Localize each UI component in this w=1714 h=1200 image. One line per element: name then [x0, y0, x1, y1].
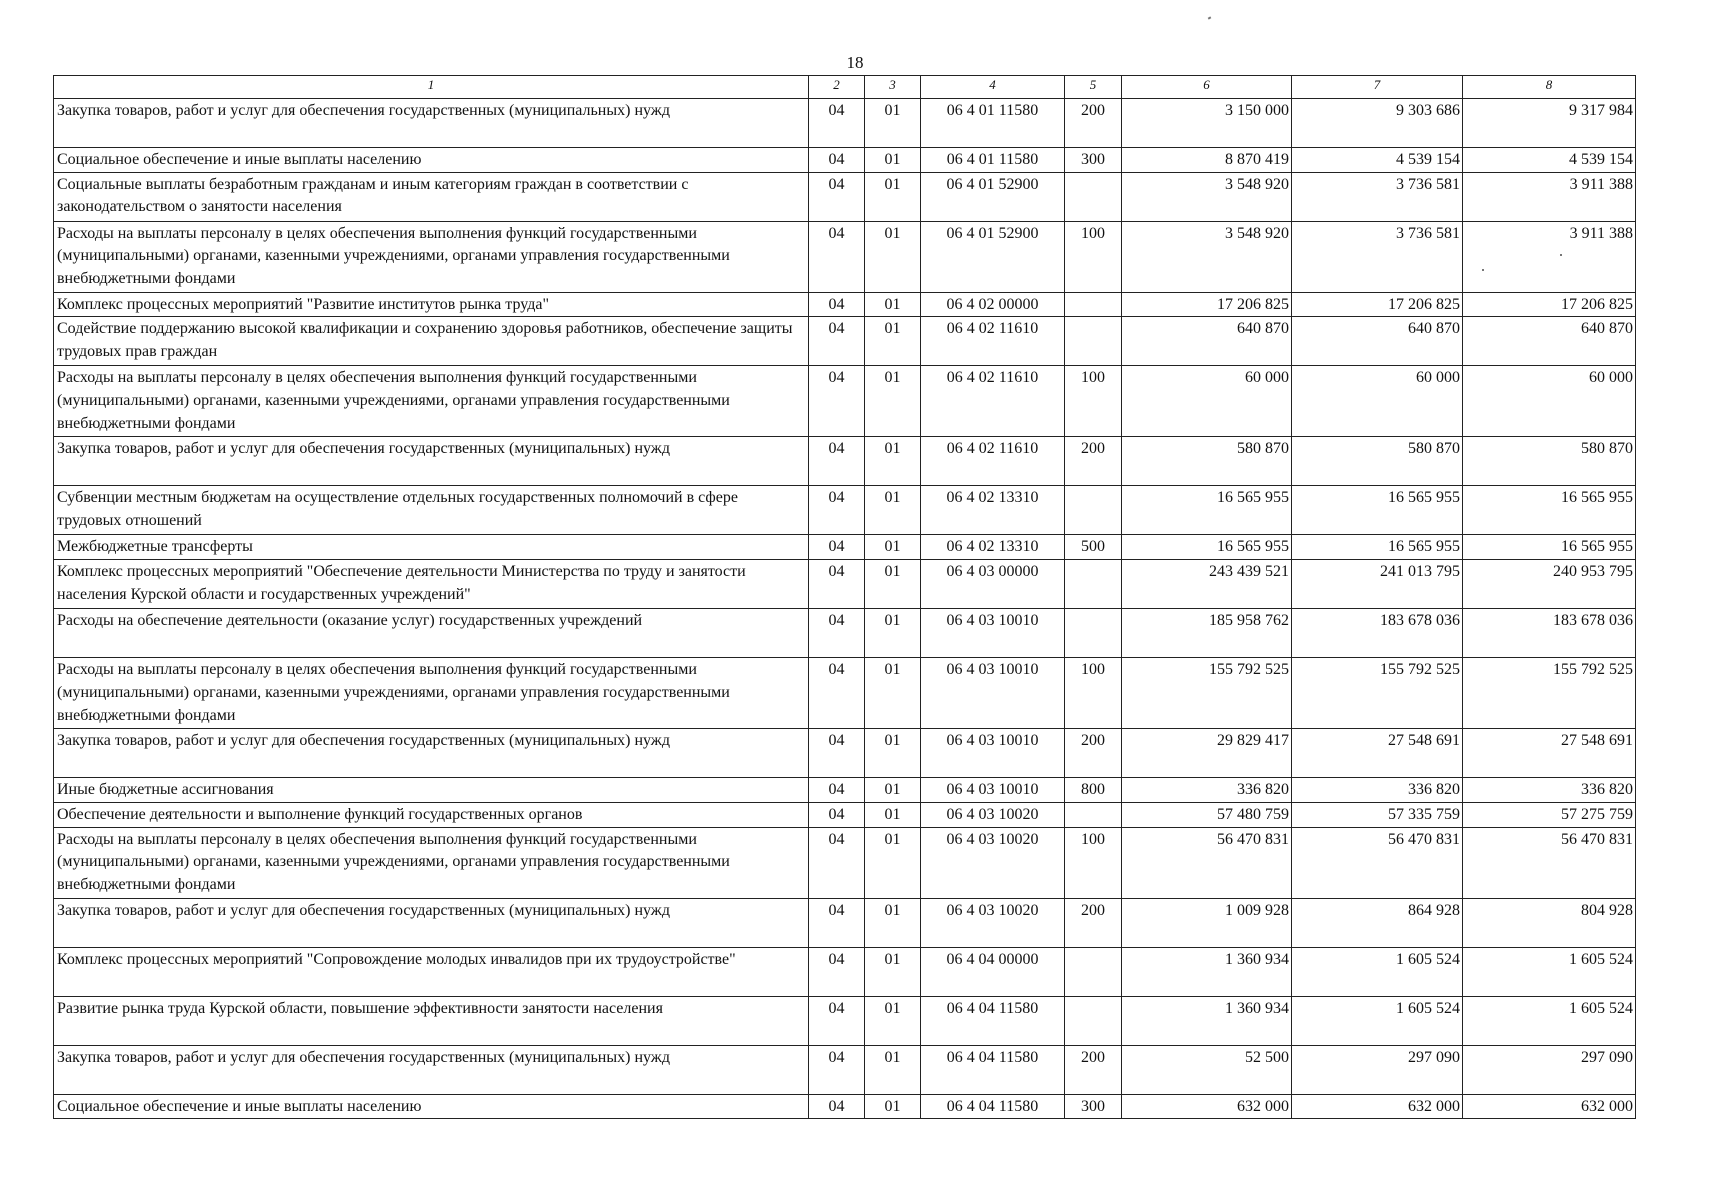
table-row — [54, 827, 1636, 898]
section-code-cell: 04 — [809, 172, 865, 221]
amount-col6-cell: 17 206 825 — [1122, 292, 1292, 317]
section-code-cell: 04 — [809, 802, 865, 827]
table-body — [54, 99, 1636, 1119]
expense-type-cell: 200 — [1065, 437, 1122, 486]
amount-col7-cell: 16 565 955 — [1292, 535, 1463, 560]
table-row — [54, 1045, 1636, 1094]
expense-name-cell: Расходы на обеспечение деятельности (оказание услуг) государственных учреждений — [54, 609, 809, 658]
section-code-cell: 04 — [809, 317, 865, 366]
expense-type-cell — [1065, 609, 1122, 658]
expense-name-cell: Обеспечение деятельности и выполнение функций государственных органов — [54, 802, 809, 827]
section-code-cell: 04 — [809, 486, 865, 535]
amount-col8-cell: 183 678 036 — [1463, 609, 1636, 658]
expense-name-cell: Закупка товаров, работ и услуг для обеспечения государственных (муниципальных) нужд — [54, 437, 809, 486]
expense-type-cell — [1065, 802, 1122, 827]
amount-col8-cell: 17 206 825 — [1463, 292, 1636, 317]
amount-col6-cell: 3 548 920 — [1122, 172, 1292, 221]
expense-name-cell: Субвенции местным бюджетам на осуществление отдельных государственных полномочий в сфере трудовых отношений — [54, 486, 809, 535]
section-code-cell: 04 — [809, 996, 865, 1045]
expense-type-cell: 200 — [1065, 898, 1122, 947]
amount-col7-cell: 1 605 524 — [1292, 996, 1463, 1045]
column-header: 3 — [865, 76, 921, 99]
amount-col8-cell: 3 911 388 — [1463, 172, 1636, 221]
amount-col7-cell: 27 548 691 — [1292, 729, 1463, 778]
section-code-cell: 04 — [809, 1045, 865, 1094]
subsection-code-cell: 01 — [865, 827, 921, 898]
subsection-code-cell: 01 — [865, 317, 921, 366]
section-code-cell: 04 — [809, 99, 865, 148]
amount-col7-cell: 580 870 — [1292, 437, 1463, 486]
expense-type-cell: 100 — [1065, 366, 1122, 437]
amount-col7-cell: 632 000 — [1292, 1094, 1463, 1119]
amount-col8-cell: 60 000 — [1463, 366, 1636, 437]
amount-col6-cell: 640 870 — [1122, 317, 1292, 366]
subsection-code-cell: 01 — [865, 292, 921, 317]
subsection-code-cell: 01 — [865, 560, 921, 609]
section-code-cell: 04 — [809, 729, 865, 778]
amount-col8-cell: 27 548 691 — [1463, 729, 1636, 778]
subsection-code-cell: 01 — [865, 609, 921, 658]
amount-col6-cell: 1 360 934 — [1122, 947, 1292, 996]
expense-name-cell: Комплекс процессных мероприятий "Сопровождение молодых инвалидов при их трудоустройстве" — [54, 947, 809, 996]
expense-name-cell: Комплекс процессных мероприятий "Обеспечение деятельности Министерства по труду и занятости населения Курской области и государственных учреждений" — [54, 560, 809, 609]
target-article-cell: 06 4 04 11580 — [921, 996, 1065, 1045]
target-article-cell: 06 4 01 52900 — [921, 172, 1065, 221]
section-code-cell: 04 — [809, 1094, 865, 1119]
amount-col6-cell: 16 565 955 — [1122, 535, 1292, 560]
amount-col8-cell: 1 605 524 — [1463, 996, 1636, 1045]
amount-col6-cell: 29 829 417 — [1122, 729, 1292, 778]
expense-name-cell: Межбюджетные трансферты — [54, 535, 809, 560]
subsection-code-cell: 01 — [865, 1045, 921, 1094]
subsection-code-cell: 01 — [865, 99, 921, 148]
target-article-cell: 06 4 03 10010 — [921, 729, 1065, 778]
subsection-code-cell: 01 — [865, 802, 921, 827]
subsection-code-cell: 01 — [865, 148, 921, 173]
amount-col7-cell: 57 335 759 — [1292, 802, 1463, 827]
expense-type-cell: 100 — [1065, 827, 1122, 898]
amount-col8-cell: 1 605 524 — [1463, 947, 1636, 996]
subsection-code-cell: 01 — [865, 172, 921, 221]
table-row — [54, 437, 1636, 486]
table-row — [54, 221, 1636, 292]
target-article-cell: 06 4 03 00000 — [921, 560, 1065, 609]
subsection-code-cell: 01 — [865, 535, 921, 560]
target-article-cell: 06 4 03 10010 — [921, 609, 1065, 658]
table-row — [54, 486, 1636, 535]
section-code-cell: 04 — [809, 827, 865, 898]
section-code-cell: 04 — [809, 292, 865, 317]
amount-col8-cell: 155 792 525 — [1463, 658, 1636, 729]
expense-type-cell: 100 — [1065, 658, 1122, 729]
section-code-cell: 04 — [809, 560, 865, 609]
expense-name-cell: Расходы на выплаты персоналу в целях обеспечения выполнения функций государственными (муниципальными) органами, казенными учреждениями, органами управления государственными внебюджетными фондами — [54, 658, 809, 729]
amount-col8-cell: 16 565 955 — [1463, 535, 1636, 560]
expense-type-cell — [1065, 317, 1122, 366]
target-article-cell: 06 4 02 11610 — [921, 437, 1065, 486]
target-article-cell: 06 4 03 10020 — [921, 802, 1065, 827]
scan-speck — [1208, 16, 1212, 19]
target-article-cell: 06 4 04 11580 — [921, 1045, 1065, 1094]
subsection-code-cell: 01 — [865, 898, 921, 947]
table-row — [54, 172, 1636, 221]
amount-col7-cell: 336 820 — [1292, 778, 1463, 803]
expense-name-cell: Расходы на выплаты персоналу в целях обеспечения выполнения функций государственными (муниципальными) органами, казенными учреждениями, органами управления государственными внебюджетными фондами — [54, 221, 809, 292]
section-code-cell: 04 — [809, 658, 865, 729]
target-article-cell: 06 4 02 13310 — [921, 486, 1065, 535]
table-row — [54, 560, 1636, 609]
amount-col6-cell: 57 480 759 — [1122, 802, 1292, 827]
expense-type-cell: 200 — [1065, 1045, 1122, 1094]
table-row — [54, 317, 1636, 366]
target-article-cell: 06 4 01 52900 — [921, 221, 1065, 292]
amount-col6-cell: 52 500 — [1122, 1045, 1292, 1094]
amount-col8-cell: 297 090 — [1463, 1045, 1636, 1094]
amount-col7-cell: 297 090 — [1292, 1045, 1463, 1094]
amount-col7-cell: 155 792 525 — [1292, 658, 1463, 729]
section-code-cell: 04 — [809, 366, 865, 437]
amount-col7-cell: 3 736 581 — [1292, 221, 1463, 292]
amount-col7-cell: 241 013 795 — [1292, 560, 1463, 609]
amount-col8-cell: 336 820 — [1463, 778, 1636, 803]
expense-type-cell — [1065, 560, 1122, 609]
column-header: 6 — [1122, 76, 1292, 99]
section-code-cell: 04 — [809, 609, 865, 658]
table-row — [54, 609, 1636, 658]
subsection-code-cell: 01 — [865, 778, 921, 803]
section-code-cell: 04 — [809, 148, 865, 173]
subsection-code-cell: 01 — [865, 729, 921, 778]
expense-name-cell: Иные бюджетные ассигнования — [54, 778, 809, 803]
table-row — [54, 99, 1636, 148]
amount-col7-cell: 864 928 — [1292, 898, 1463, 947]
target-article-cell: 06 4 02 00000 — [921, 292, 1065, 317]
page-number: 18 — [846, 53, 864, 72]
table-row — [54, 947, 1636, 996]
amount-col6-cell: 185 958 762 — [1122, 609, 1292, 658]
expense-name-cell: Закупка товаров, работ и услуг для обеспечения государственных (муниципальных) нужд — [54, 898, 809, 947]
amount-col7-cell: 16 565 955 — [1292, 486, 1463, 535]
expense-type-cell — [1065, 292, 1122, 317]
subsection-code-cell: 01 — [865, 486, 921, 535]
expense-name-cell: Социальное обеспечение и иные выплаты населению — [54, 148, 809, 173]
amount-col8-cell: 57 275 759 — [1463, 802, 1636, 827]
expense-type-cell: 800 — [1065, 778, 1122, 803]
section-code-cell: 04 — [809, 535, 865, 560]
subsection-code-cell: 01 — [865, 658, 921, 729]
target-article-cell: 06 4 01 11580 — [921, 99, 1065, 148]
column-header: 7 — [1292, 76, 1463, 99]
budget-table — [53, 75, 1636, 1119]
amount-col7-cell: 3 736 581 — [1292, 172, 1463, 221]
expense-name-cell: Закупка товаров, работ и услуг для обеспечения государственных (муниципальных) нужд — [54, 1045, 809, 1094]
column-header: 4 — [921, 76, 1065, 99]
expense-type-cell: 100 — [1065, 221, 1122, 292]
section-code-cell: 04 — [809, 437, 865, 486]
subsection-code-cell: 01 — [865, 947, 921, 996]
amount-col8-cell: 9 317 984 — [1463, 99, 1636, 148]
expense-name-cell: Социальное обеспечение и иные выплаты населению — [54, 1094, 809, 1119]
expense-type-cell: 500 — [1065, 535, 1122, 560]
table-row — [54, 898, 1636, 947]
table-row — [54, 996, 1636, 1045]
amount-col6-cell: 155 792 525 — [1122, 658, 1292, 729]
target-article-cell: 06 4 02 13310 — [921, 535, 1065, 560]
column-number-row — [54, 76, 1636, 99]
subsection-code-cell: 01 — [865, 1094, 921, 1119]
amount-col8-cell: 580 870 — [1463, 437, 1636, 486]
table-row — [54, 802, 1636, 827]
amount-col6-cell: 632 000 — [1122, 1094, 1292, 1119]
expense-type-cell: 200 — [1065, 729, 1122, 778]
target-article-cell: 06 4 03 10010 — [921, 778, 1065, 803]
target-article-cell: 06 4 04 11580 — [921, 1094, 1065, 1119]
amount-col8-cell: 804 928 — [1463, 898, 1636, 947]
table-row — [54, 292, 1636, 317]
table-row — [54, 778, 1636, 803]
expense-name-cell: Комплекс процессных мероприятий "Развитие институтов рынка труда" — [54, 292, 809, 317]
amount-col7-cell: 9 303 686 — [1292, 99, 1463, 148]
amount-col8-cell: 640 870 — [1463, 317, 1636, 366]
expense-name-cell: Расходы на выплаты персоналу в целях обеспечения выполнения функций государственными (муниципальными) органами, казенными учреждениями, органами управления государственными внебюджетными фондами — [54, 827, 809, 898]
amount-col8-cell: 4 539 154 — [1463, 148, 1636, 173]
amount-col7-cell: 4 539 154 — [1292, 148, 1463, 173]
amount-col7-cell: 640 870 — [1292, 317, 1463, 366]
expense-name-cell: Содействие поддержанию высокой квалификации и сохранению здоровья работников, обеспечение защиты трудовых прав граждан — [54, 317, 809, 366]
column-header: 8 — [1463, 76, 1636, 99]
target-article-cell: 06 4 03 10020 — [921, 827, 1065, 898]
target-article-cell: 06 4 04 00000 — [921, 947, 1065, 996]
target-article-cell: 06 4 01 11580 — [921, 148, 1065, 173]
target-article-cell: 06 4 03 10010 — [921, 658, 1065, 729]
table-row — [54, 658, 1636, 729]
amount-col6-cell: 16 565 955 — [1122, 486, 1292, 535]
subsection-code-cell: 01 — [865, 437, 921, 486]
expense-type-cell — [1065, 947, 1122, 996]
amount-col6-cell: 3 548 920 — [1122, 221, 1292, 292]
target-article-cell: 06 4 02 11610 — [921, 317, 1065, 366]
amount-col6-cell: 1 360 934 — [1122, 996, 1292, 1045]
column-header: 2 — [809, 76, 865, 99]
amount-col6-cell: 8 870 419 — [1122, 148, 1292, 173]
amount-col8-cell: 56 470 831 — [1463, 827, 1636, 898]
section-code-cell: 04 — [809, 221, 865, 292]
column-header: 1 — [54, 76, 809, 99]
amount-col6-cell: 336 820 — [1122, 778, 1292, 803]
expense-name-cell: Развитие рынка труда Курской области, повышение эффективности занятости населения — [54, 996, 809, 1045]
subsection-code-cell: 01 — [865, 221, 921, 292]
expense-type-cell: 300 — [1065, 148, 1122, 173]
expense-name-cell: Расходы на выплаты персоналу в целях обеспечения выполнения функций государственными (муниципальными) органами, казенными учреждениями, органами управления государственными внебюджетными фондами — [54, 366, 809, 437]
target-article-cell: 06 4 03 10020 — [921, 898, 1065, 947]
column-header: 5 — [1065, 76, 1122, 99]
amount-col6-cell: 243 439 521 — [1122, 560, 1292, 609]
subsection-code-cell: 01 — [865, 996, 921, 1045]
expense-type-cell — [1065, 172, 1122, 221]
expense-type-cell — [1065, 996, 1122, 1045]
amount-col8-cell: 240 953 795 — [1463, 560, 1636, 609]
expense-type-cell: 300 — [1065, 1094, 1122, 1119]
amount-col7-cell: 56 470 831 — [1292, 827, 1463, 898]
expense-name-cell: Закупка товаров, работ и услуг для обеспечения государственных (муниципальных) нужд — [54, 729, 809, 778]
amount-col6-cell: 580 870 — [1122, 437, 1292, 486]
amount-col6-cell: 3 150 000 — [1122, 99, 1292, 148]
table-row — [54, 729, 1636, 778]
amount-col7-cell: 1 605 524 — [1292, 947, 1463, 996]
subsection-code-cell: 01 — [865, 366, 921, 437]
expense-type-cell — [1065, 486, 1122, 535]
target-article-cell: 06 4 02 11610 — [921, 366, 1065, 437]
amount-col7-cell: 183 678 036 — [1292, 609, 1463, 658]
amount-col7-cell: 60 000 — [1292, 366, 1463, 437]
section-code-cell: 04 — [809, 778, 865, 803]
expense-name-cell: Закупка товаров, работ и услуг для обеспечения государственных (муниципальных) нужд — [54, 99, 809, 148]
amount-col8-cell: 16 565 955 — [1463, 486, 1636, 535]
table-row — [54, 1094, 1636, 1119]
table-row — [54, 366, 1636, 437]
table-row — [54, 148, 1636, 173]
amount-col7-cell: 17 206 825 — [1292, 292, 1463, 317]
amount-col6-cell: 60 000 — [1122, 366, 1292, 437]
section-code-cell: 04 — [809, 947, 865, 996]
amount-col6-cell: 56 470 831 — [1122, 827, 1292, 898]
section-code-cell: 04 — [809, 898, 865, 947]
amount-col8-cell: 3 911 388 — [1463, 221, 1636, 292]
expense-type-cell: 200 — [1065, 99, 1122, 148]
amount-col6-cell: 1 009 928 — [1122, 898, 1292, 947]
amount-col8-cell: 632 000 — [1463, 1094, 1636, 1119]
table-row — [54, 535, 1636, 560]
expense-name-cell: Социальные выплаты безработным гражданам и иным категориям граждан в соответствии с законодательством о занятости населения — [54, 172, 809, 221]
